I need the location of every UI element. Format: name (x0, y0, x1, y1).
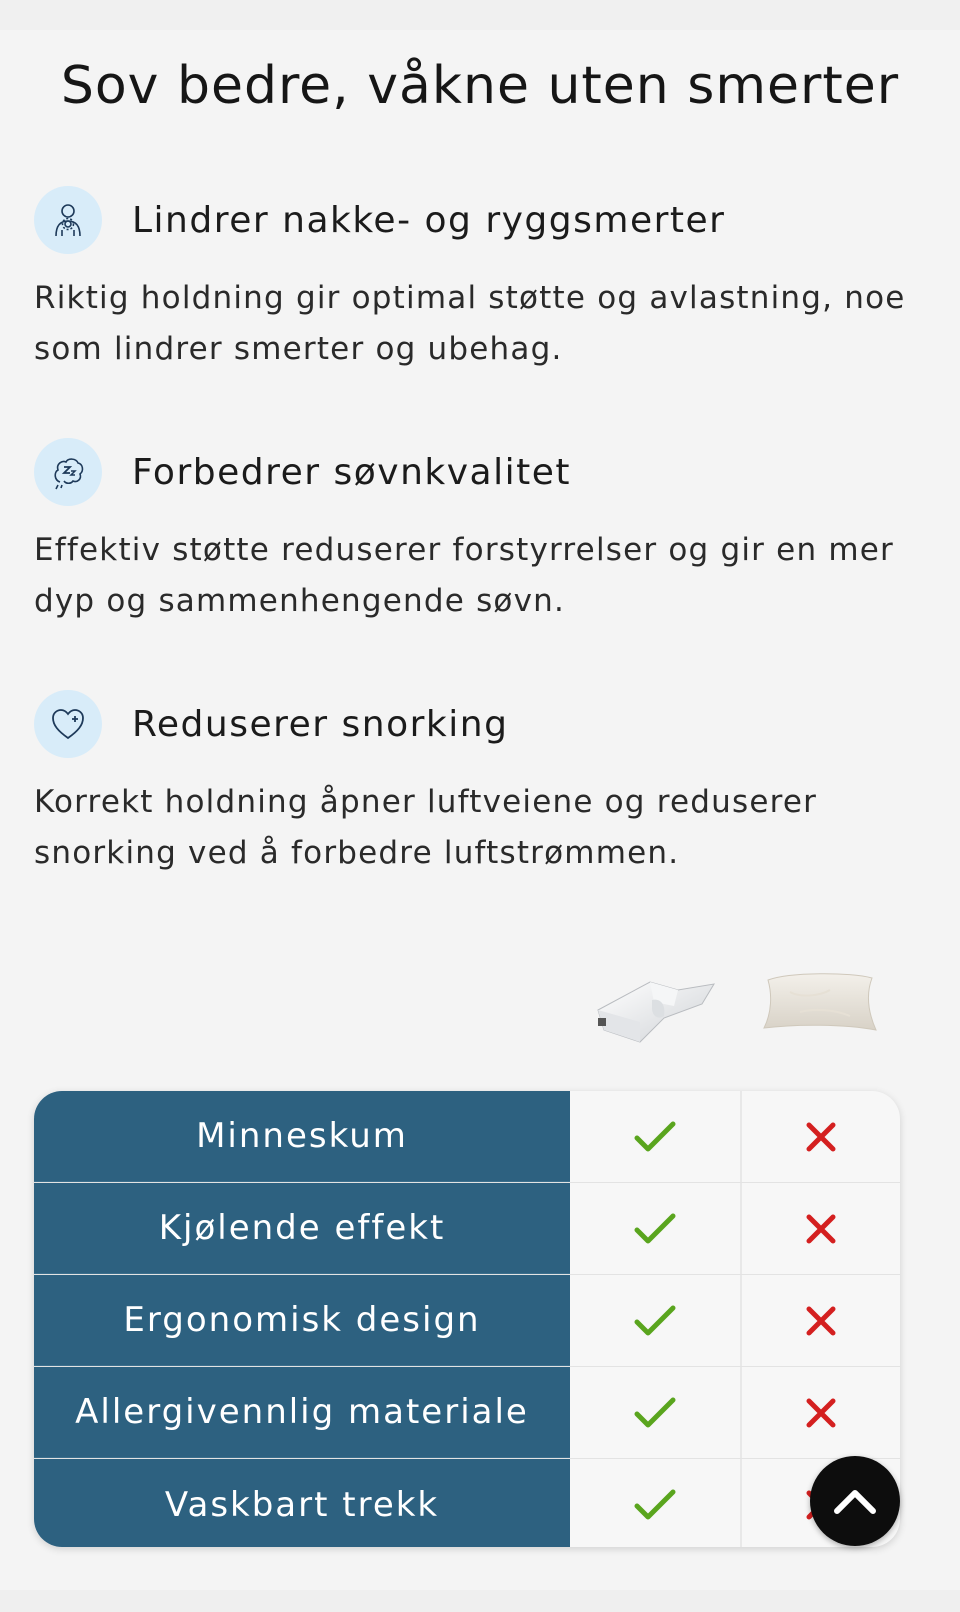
row-label: Vaskbart trekk (34, 1459, 570, 1547)
row-label: Allergivennlig materiale (34, 1367, 570, 1458)
regular-pillow-image (760, 968, 880, 1038)
feature-description: Korrekt holdning åpner luftveiene og reduserer snorking ved å forbedre luftstrømmen. (34, 784, 818, 871)
feature-neck-pain (34, 185, 934, 375)
comparison-table (34, 1091, 900, 1547)
check-icon (570, 1459, 742, 1547)
table-row (34, 1275, 900, 1367)
check-icon (570, 1183, 742, 1274)
check-icon (570, 1367, 742, 1458)
feature-title: Lindrer nakke- og ryggsmerter (132, 199, 726, 241)
table-row (34, 1367, 900, 1459)
sleep-brain-icon (34, 438, 102, 506)
page-content (0, 30, 960, 1590)
table-row (34, 1091, 900, 1183)
feature-description: Riktig holdning gir optimal støtte og avlastning, noe som lindrer smerter og ubehag. (34, 280, 906, 367)
row-label: Minneskum (34, 1091, 570, 1182)
feature-sleep-quality (34, 437, 934, 627)
cross-icon (742, 1183, 900, 1274)
table-row (34, 1459, 900, 1547)
cross-icon (742, 1091, 900, 1182)
feature-title: Reduserer snorking (132, 703, 509, 745)
chevron-up-icon (831, 1486, 879, 1516)
heart-plus-icon (34, 690, 102, 758)
scroll-to-top-button[interactable] (810, 1456, 900, 1546)
page-title: Sov bedre, våkne uten smerter (60, 56, 900, 116)
feature-description: Effektiv støtte reduserer forstyrrelser og gir en mer dyp og sammenhengende søvn. (34, 532, 894, 619)
neck-pain-icon (34, 186, 102, 254)
bottom-strip (0, 1592, 960, 1612)
table-row (34, 1183, 900, 1275)
check-icon (570, 1091, 742, 1182)
row-label: Kjølende effekt (34, 1183, 570, 1274)
check-icon (570, 1275, 742, 1366)
ergonomic-pillow-image (594, 960, 722, 1050)
cross-icon (742, 1275, 900, 1366)
row-label: Ergonomisk design (34, 1275, 570, 1366)
top-bar (0, 0, 960, 30)
cross-icon (742, 1367, 900, 1458)
feature-reduce-snoring (34, 689, 934, 879)
feature-title: Forbedrer søvnkvalitet (132, 451, 572, 493)
